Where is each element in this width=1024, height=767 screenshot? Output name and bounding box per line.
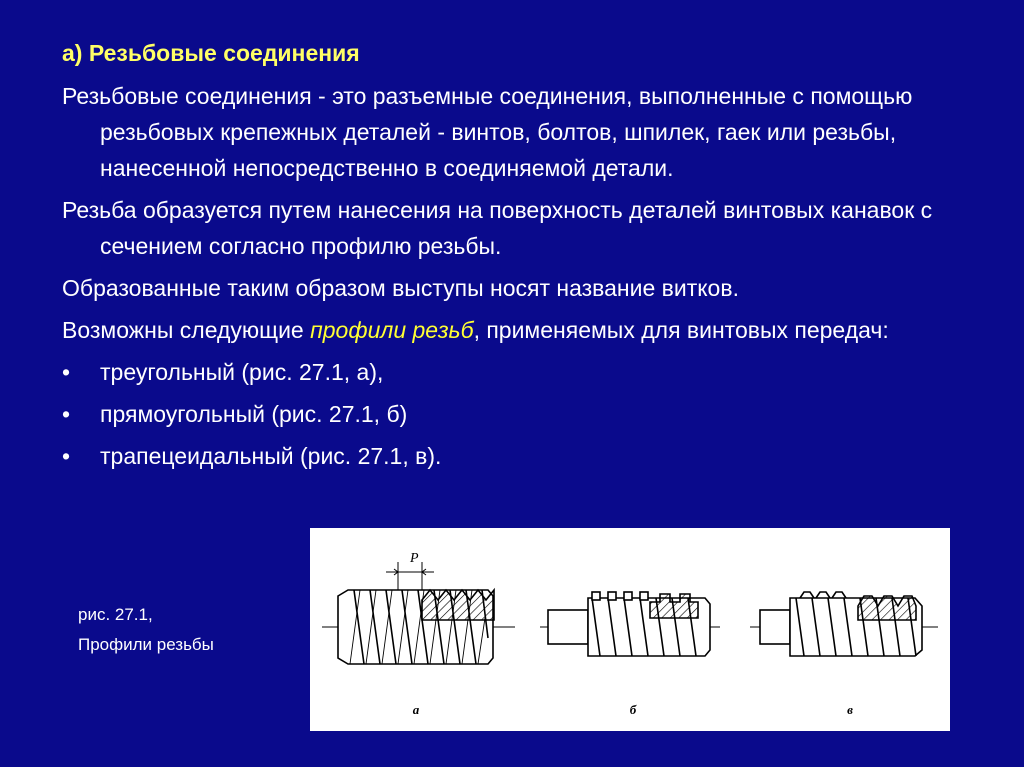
paragraph-definition: Резьбовые соединения - это разъемные соединения, выполненные с помощью резьбовых крепежных деталей - винтов, болтов, шпилек, гаек или резьбы, нанесенной непосредственно в соединяемой детали. xyxy=(62,83,913,181)
slide-body xyxy=(62,78,982,480)
paragraph-profiles xyxy=(62,312,982,348)
figure-label-b: б xyxy=(629,702,637,717)
profiles-text-after: , применяемых для винтовых передач: xyxy=(473,317,889,343)
figure-label-v: в xyxy=(847,702,853,717)
bullet-icon: • xyxy=(62,443,71,469)
figure-label-a: а xyxy=(412,702,420,717)
slide-title: а) Резьбовые соединения xyxy=(62,40,360,66)
thread-profiles-figure xyxy=(310,528,950,731)
thread-trapezoidal xyxy=(750,592,938,656)
list-item-text: треугольный (рис. 27.1, а), xyxy=(100,359,384,385)
pitch-label: P xyxy=(410,551,419,566)
bullet-icon: • xyxy=(62,401,71,427)
caption-line-1: рис. 27.1, xyxy=(78,605,153,624)
paragraph-formation: Резьба образуется путем нанесения на поверхность деталей винтовых канавок с сечением согласно профилю резьбы. xyxy=(62,197,933,259)
paragraph-turns: Образованные таким образом выступы носят название витков. xyxy=(62,275,739,301)
caption-line-2: Профили резьбы xyxy=(78,635,214,654)
list-item xyxy=(62,438,982,474)
thread-rectangular xyxy=(540,592,720,656)
list-item-text: трапецеидальный (рис. 27.1, в). xyxy=(100,443,442,469)
bullet-icon: • xyxy=(62,359,71,385)
profiles-text-before: Возможны следующие xyxy=(62,317,311,343)
thread-triangular xyxy=(322,551,515,664)
profile-list xyxy=(62,354,982,474)
profiles-highlight: профили резьб xyxy=(310,317,474,343)
list-item xyxy=(62,396,982,432)
figure-caption xyxy=(78,600,214,660)
list-item xyxy=(62,354,982,390)
thread-profiles-drawing xyxy=(310,528,950,731)
list-item-text: прямоугольный (рис. 27.1, б) xyxy=(100,401,408,427)
